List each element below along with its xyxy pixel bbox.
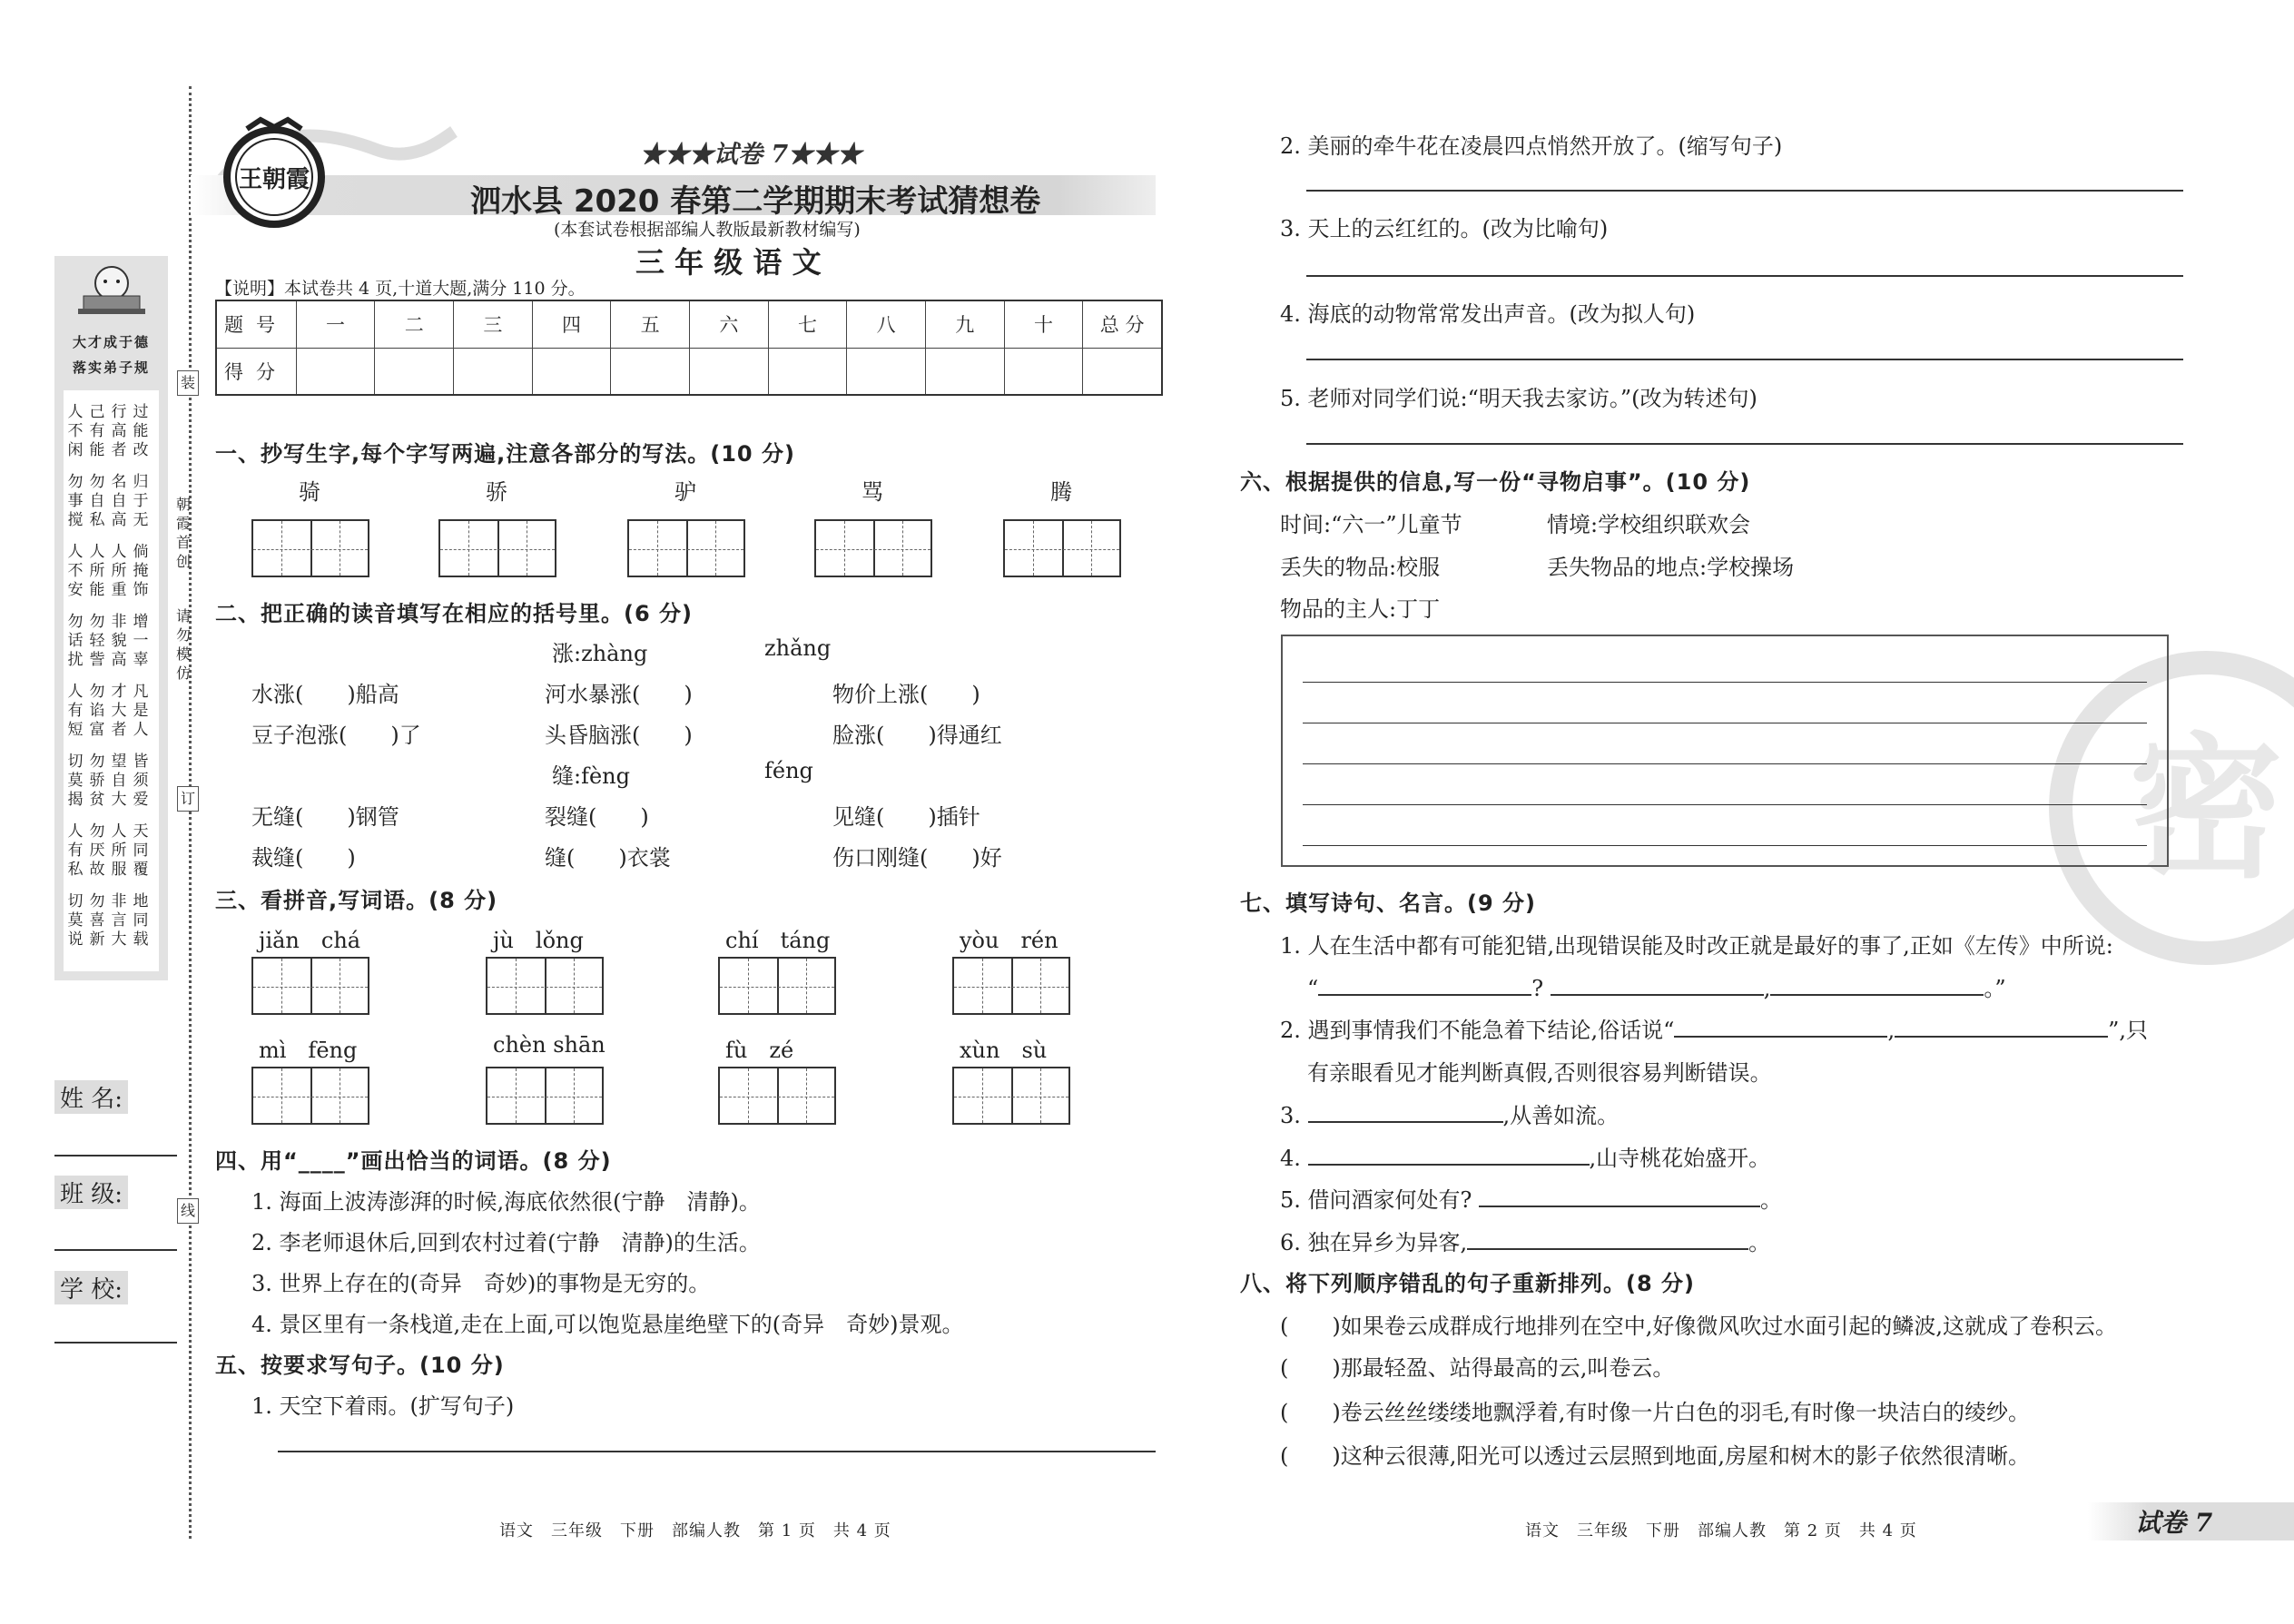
- section-6-title: 六、根据提供的信息,写一份“寻物启事”。(10 分): [1240, 469, 1751, 495]
- grid-guide: [487, 987, 602, 988]
- question-text: ”,只: [2108, 1018, 2148, 1043]
- class-label: 班 级:: [54, 1176, 128, 1209]
- question-item: 4. 景区里有一条栈道,走在上面,可以饱览悬崖绝壁下的(奇异 奇妙)景观。: [251, 1312, 964, 1337]
- question-text: ,山寺桃花始盛开。: [1589, 1146, 1771, 1171]
- grid-guide: [1091, 521, 1092, 576]
- score-row-label: 得分: [216, 348, 296, 395]
- blank[interactable]: [1479, 1186, 1760, 1207]
- paper-number: ★★★试卷 7★★★: [640, 141, 862, 169]
- name-field[interactable]: [54, 1155, 177, 1156]
- poem-line: 莫骄自须: [67, 772, 155, 790]
- writing-grid[interactable]: [251, 1067, 369, 1125]
- grid-guide: [1033, 521, 1034, 576]
- score-cell[interactable]: [690, 348, 769, 395]
- student-cartoon-icon: [74, 261, 149, 325]
- grid-guide: [468, 521, 469, 576]
- grid-divider: [310, 1068, 312, 1123]
- fill-item: 伤口刚缝( )好: [832, 845, 1002, 871]
- grid-guide: [281, 1068, 282, 1123]
- blank[interactable]: [1770, 974, 1984, 996]
- score-cell[interactable]: [611, 348, 690, 395]
- copyright-notice: 朝霞首创: [175, 496, 191, 570]
- dizigui-poem: [64, 390, 159, 971]
- grid-guide: [748, 1068, 749, 1123]
- poem-line: 勿勿非增: [67, 613, 155, 631]
- grid-divider: [686, 521, 688, 576]
- section-7-title: 七、填写诗句、名言。(9 分): [1240, 891, 1536, 916]
- score-row-label: 题号: [216, 300, 296, 348]
- writing-grid[interactable]: [486, 957, 604, 1015]
- section-4-title: 四、用“____”画出恰当的词语。(8 分): [215, 1148, 612, 1174]
- poem-stanza: [64, 403, 159, 460]
- writing-grid[interactable]: [627, 519, 745, 577]
- grid-guide: [806, 1068, 807, 1123]
- question-item: ( )这种云很薄,阳光可以透过云层照到地面,房屋和树木的影子依然很清晰。: [1280, 1443, 2030, 1469]
- answer-line[interactable]: [1306, 275, 2183, 277]
- score-cell[interactable]: [454, 348, 533, 395]
- publisher-logo: [220, 109, 329, 236]
- grid-guide: [816, 549, 930, 550]
- score-column-header: 六: [690, 300, 769, 348]
- question-text: 2. 遇到事情我们不能急着下结论,俗话说“: [1280, 1018, 1675, 1043]
- section-2-title: 二、把正确的读音填写在相应的括号里。(6 分): [215, 601, 693, 626]
- grid-divider: [310, 521, 312, 576]
- writing-line: [1303, 763, 2147, 764]
- info-item: 丢失的物品:校服: [1280, 555, 1441, 580]
- score-column-header: 三: [454, 300, 533, 348]
- school-field[interactable]: [54, 1342, 177, 1343]
- page-footer: 语文 三年级 下册 部编人教 第 1 页 共 4 页: [499, 1521, 891, 1540]
- grid-guide: [902, 521, 903, 576]
- score-column-header: 五: [611, 300, 690, 348]
- score-column-header: 八: [847, 300, 926, 348]
- question-item: 5. 借问酒家何处有? 。: [1280, 1187, 1783, 1213]
- poem-line: 事自自于: [67, 492, 155, 510]
- grid-guide: [1040, 1068, 1041, 1123]
- poem-stanza: [64, 753, 159, 810]
- writing-grid[interactable]: [814, 519, 932, 577]
- question-item: [1280, 1140, 1770, 1172]
- pinyin-option: féng: [764, 758, 813, 783]
- grid-divider: [545, 1068, 546, 1123]
- copyright-notice: 请勿模仿: [175, 607, 191, 682]
- grid-guide: [516, 1068, 517, 1123]
- score-table-score-row: [216, 348, 1162, 395]
- poem-line: 人人人倘: [67, 543, 155, 561]
- writing-grid[interactable]: [952, 957, 1070, 1015]
- grid-divider: [1062, 521, 1064, 576]
- page-footer: 语文 三年级 下册 部编人教 第 2 页 共 4 页: [1525, 1521, 1917, 1540]
- writing-grid[interactable]: [251, 519, 369, 577]
- pinyin-label: fù zé: [725, 1038, 794, 1063]
- question-number: 4.: [1280, 1146, 1301, 1171]
- svg-text:王朝霞: 王朝霞: [238, 166, 310, 193]
- question-item: 1. 人在生活中都有可能犯错,出现错误能及时改正就是最好的事了,正如《左传》中所说:: [1280, 933, 2113, 959]
- grid-guide: [516, 959, 517, 1013]
- grid-guide: [253, 987, 368, 988]
- poem-line: 人勿才凡: [67, 683, 155, 701]
- question-item: 1. 海面上波涛澎湃的时候,海底依然很(宁静 清静)。: [251, 1189, 761, 1215]
- score-cell[interactable]: [1004, 348, 1083, 395]
- fill-item: 无缝( )钢管: [251, 804, 399, 830]
- writing-grid[interactable]: [251, 957, 369, 1015]
- poem-line: 切勿望皆: [67, 753, 155, 771]
- grid-divider: [873, 521, 875, 576]
- blank[interactable]: [1308, 1144, 1590, 1166]
- poem-line: 短富者人: [67, 721, 155, 739]
- blank[interactable]: [1467, 1228, 1748, 1250]
- name-label: 姓 名:: [54, 1080, 128, 1114]
- fill-item: 见缝( )插针: [832, 804, 980, 830]
- section-8-title: 八、将下列顺序错乱的句子重新排列。(8 分): [1240, 1271, 1695, 1296]
- question-item: 5. 老师对同学们说:“明天我去家访。”(改为转述句): [1280, 386, 1757, 411]
- binding-mark: 线: [177, 1198, 199, 1224]
- question-item: ( )那最轻盈、站得最高的云,叫卷云。: [1280, 1355, 1675, 1381]
- pinyin-label: mì fēng: [259, 1038, 358, 1063]
- poem-line: 莫喜言同: [67, 911, 155, 930]
- grid-guide: [1005, 549, 1119, 550]
- grid-guide: [574, 959, 575, 1013]
- pinyin-option: 缝:fèng: [552, 763, 630, 789]
- motto-sidebar: [54, 256, 168, 980]
- score-column-header: 一: [296, 300, 375, 348]
- new-character: 骄: [486, 479, 507, 505]
- motto-line-1: 大才成于德: [72, 334, 150, 350]
- fill-item: 豆子泡涨( )了: [251, 723, 421, 748]
- poem-line: 勿勿名归: [67, 473, 155, 491]
- info-time: 时间:“六一”儿童节: [1280, 512, 1462, 537]
- score-column-header: 十: [1004, 300, 1083, 348]
- question-text: ,从善如流。: [1502, 1103, 1620, 1128]
- grid-guide: [281, 521, 282, 576]
- corner-paper-number: 试卷 7: [2135, 1508, 2213, 1538]
- grid-guide: [720, 987, 834, 988]
- fill-item: 河水暴涨( ): [545, 682, 693, 707]
- poem-line: 人己行过: [67, 403, 155, 421]
- grid-guide: [748, 959, 749, 1013]
- grid-guide: [629, 549, 743, 550]
- pinyin-option: 涨:zhàng: [552, 641, 648, 666]
- score-cell[interactable]: [532, 348, 611, 395]
- writing-grid[interactable]: [438, 519, 556, 577]
- fill-blank-row: “ ? , 。”: [1307, 976, 2006, 1001]
- grid-guide: [1040, 959, 1041, 1013]
- score-cell[interactable]: [296, 348, 375, 395]
- binding-mark: 订: [177, 786, 199, 812]
- grid-divider: [1011, 959, 1013, 1013]
- section-5-title: 五、按要求写句子。(10 分): [215, 1353, 505, 1378]
- question-item: 2. 美丽的牵牛花在凌晨四点悄然开放了。(缩写句子): [1280, 133, 1783, 159]
- notice-writing-box[interactable]: [1281, 635, 2169, 867]
- poem-line: 有厌所同: [67, 842, 155, 860]
- motto-line-2: 落实弟子规: [72, 359, 150, 376]
- poem-stanza: [64, 683, 159, 740]
- writing-grid[interactable]: [718, 957, 836, 1015]
- question-item: 1. 天空下着雨。(扩写句子): [251, 1393, 515, 1419]
- school-label: 学 校:: [54, 1271, 128, 1304]
- score-cell[interactable]: [925, 348, 1004, 395]
- grid-divider: [777, 959, 779, 1013]
- score-cell[interactable]: [847, 348, 926, 395]
- svg-text:密: 密: [2128, 718, 2284, 900]
- score-cell[interactable]: [1083, 348, 1162, 395]
- new-character: 驴: [674, 479, 696, 505]
- pinyin-label: jiǎn chá: [259, 928, 361, 953]
- score-column-header: 九: [925, 300, 1004, 348]
- info-place: 丢失物品的地点:学校操场: [1547, 555, 1795, 580]
- question-item: ( )如果卷云成群成行地排列在空中,好像微风吹过水面引起的鳞波,这就成了卷积云。: [1280, 1314, 2117, 1339]
- grid-divider: [310, 959, 312, 1013]
- grid-guide: [657, 521, 658, 576]
- new-character: 腾: [1050, 479, 1072, 505]
- grid-guide: [982, 1068, 983, 1123]
- section-3-title: 三、看拼音,写词语。(8 分): [215, 888, 498, 913]
- binding-mark: 装: [177, 370, 199, 396]
- info-situation: 情境:学校组织联欢会: [1547, 512, 1751, 537]
- grid-divider: [497, 521, 499, 576]
- info-owner: 物品的主人:丁丁: [1280, 596, 1441, 622]
- poem-line: 搅私高无: [67, 511, 155, 529]
- writing-grid[interactable]: [1003, 519, 1121, 577]
- exam-title: 泗水县 2020 春第二学期期末考试猜想卷: [470, 183, 1041, 220]
- grid-divider: [777, 1068, 779, 1123]
- section-1-title: 一、抄写生字,每个字写两遍,注意各部分的写法。(10 分): [215, 441, 795, 467]
- fill-item: 脸涨( )得通红: [832, 723, 1002, 748]
- grid-guide: [954, 987, 1068, 988]
- poem-stanza: [64, 822, 159, 880]
- answer-line[interactable]: [1306, 190, 2183, 192]
- question-item: ( )卷云丝丝缕缕地飘浮着,有时像一片白色的羽毛,有时像一块洁白的绫纱。: [1280, 1400, 2030, 1425]
- question-item: 3. 世界上存在的(奇异 奇妙)的事物是无穷的。: [251, 1271, 711, 1296]
- new-character: 骑: [299, 479, 320, 505]
- blank[interactable]: [1308, 1101, 1503, 1123]
- poem-line: 话轻貌一: [67, 632, 155, 650]
- answer-line[interactable]: [1306, 359, 2183, 360]
- question-item: 有亲眼看见才能判断真假,否则很容易判断错误。: [1307, 1060, 1772, 1086]
- subject-title: 三 年 级 语 文: [635, 245, 822, 280]
- pinyin-label: chí táng: [725, 928, 831, 953]
- pinyin-label: jù lǒng: [493, 928, 584, 953]
- blank[interactable]: [1551, 974, 1764, 996]
- question-text: 6. 独在异乡为异客,: [1280, 1230, 1468, 1255]
- exam-subtitle: (本套试卷根据部编人教版最新教材编写): [554, 220, 861, 240]
- poem-line: 扰訾高辜: [67, 651, 155, 669]
- poem-line: 私故服覆: [67, 861, 155, 879]
- question-item: 2. 李老师退休后,回到农村过着(宁静 清静)的生活。: [251, 1230, 761, 1255]
- grid-guide: [574, 1068, 575, 1123]
- grid-guide: [844, 521, 845, 576]
- poem-line: 说新大载: [67, 930, 155, 949]
- grid-divider: [1011, 1068, 1013, 1123]
- exam-note: 【说明】本试卷共 4 页,十道大题,满分 110 分。: [215, 279, 586, 299]
- writing-line: [1303, 804, 2147, 805]
- grid-guide: [982, 959, 983, 1013]
- poem-stanza: [64, 473, 159, 530]
- question-item: 2. 遇到事情我们不能急着下结论,俗话说“ , ”,只: [1280, 1018, 2148, 1043]
- answer-line[interactable]: [278, 1451, 1156, 1452]
- fill-item: 缝( )衣裳: [545, 845, 671, 871]
- poem-line: 不所所掩: [67, 562, 155, 580]
- question-text: 5. 借问酒家何处有?: [1280, 1187, 1472, 1213]
- class-field[interactable]: [54, 1249, 177, 1251]
- fill-item: 裁缝( ): [251, 845, 356, 871]
- score-table: [215, 300, 1163, 396]
- poem-line: 有谄大是: [67, 702, 155, 720]
- question-item: 3. 天上的云红红的。(改为比喻句): [1280, 216, 1609, 241]
- score-table-header-row: [216, 300, 1162, 348]
- writing-grid[interactable]: [486, 1067, 604, 1125]
- grid-divider: [545, 959, 546, 1013]
- pinyin-label: yòu rén: [960, 928, 1058, 953]
- blank[interactable]: [1895, 1016, 2108, 1038]
- score-column-header: 二: [375, 300, 454, 348]
- score-column-header: 七: [768, 300, 847, 348]
- grid-guide: [440, 549, 555, 550]
- score-column-header: 四: [532, 300, 611, 348]
- answer-line[interactable]: [1306, 443, 2183, 445]
- pinyin-label: xùn sù: [960, 1038, 1048, 1063]
- fill-item: 水涨( )船高: [251, 682, 399, 707]
- score-column-header: 总 分: [1083, 300, 1162, 348]
- question-number: 3.: [1280, 1103, 1301, 1128]
- grid-guide: [715, 521, 716, 576]
- score-cell[interactable]: [375, 348, 454, 395]
- question-item: 4. 海底的动物常常发出声音。(改为拟人句): [1280, 301, 1696, 327]
- grid-guide: [253, 549, 368, 550]
- binding-dotted-line: [189, 86, 192, 1539]
- writing-line: [1303, 845, 2147, 846]
- poem-line: 不有高能: [67, 422, 155, 440]
- question-item: 6. 独在异乡为异客, 。: [1280, 1230, 1771, 1255]
- poem-line: 切勿非地: [67, 892, 155, 910]
- writing-grid[interactable]: [718, 1067, 836, 1125]
- poem-line: 安能重饰: [67, 581, 155, 599]
- grid-guide: [806, 959, 807, 1013]
- fill-item: 头昏脑涨( ): [545, 723, 693, 748]
- blank[interactable]: [1318, 974, 1531, 996]
- score-cell[interactable]: [768, 348, 847, 395]
- blank[interactable]: [1674, 1016, 1887, 1038]
- fill-item: 裂缝( ): [545, 804, 649, 830]
- poem-line: 闲能者改: [67, 441, 155, 459]
- writing-grid[interactable]: [952, 1067, 1070, 1125]
- grid-guide: [281, 959, 282, 1013]
- poem-stanza: [64, 613, 159, 670]
- poem-line: 揭贫大爱: [67, 791, 155, 809]
- writing-line: [1303, 682, 2147, 683]
- fill-item: 物价上涨( ): [832, 682, 980, 707]
- poem-stanza: [64, 892, 159, 950]
- poem-stanza: [64, 543, 159, 600]
- poem-line: 人勿人天: [67, 822, 155, 841]
- question-item: [1280, 1097, 1619, 1129]
- new-character: 骂: [861, 479, 883, 505]
- pinyin-option: zhǎng: [764, 635, 832, 661]
- pinyin-label: chèn shān: [493, 1032, 605, 1058]
